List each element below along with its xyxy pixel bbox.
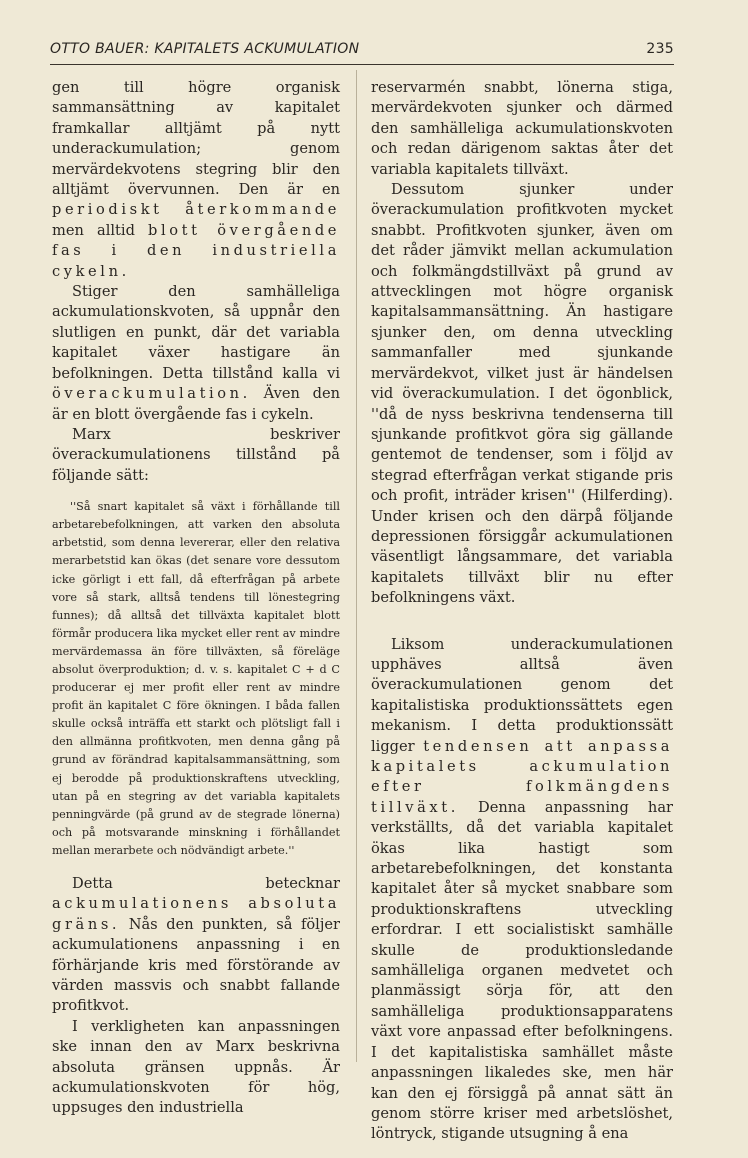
text-run: Liksom underackumulationen upphäves alltså även överackumulationen genom det kapitalistiska produktionssättets egen mekanism. I detta produktionssätt ligger: [371, 635, 673, 755]
text-run: Denna anpassning har verkställts, då det variabla kapitalet ökas lika hastigt som arbetarebefolkningen, det konstanta kapitalet åter så mycket snabbare som produktionskraftens utveckling erfordrar. I ett socialistiskt samhälle skulle de produktionsledande samhälleliga organen medvetet och planmässigt sörja för, att den samhälleliga produktionsapparatens växt vore anpassad efter befolkningens. I det kapitalistiska samhället måste anpassningen likaledes ske, men här kan den ej försiggå på annat sätt än genom större kriser med arbetslöshet, löntryck, stigande utsugning å ena: [371, 798, 673, 1143]
spaced-emphasis: ackumulationens absoluta gräns.: [52, 895, 340, 933]
text-run: Även den är en blott övergående fas i cykeln.: [52, 385, 340, 423]
right-column: [371, 78, 673, 1145]
paragraph: [52, 282, 340, 425]
paragraph-gap: [371, 609, 673, 635]
left-column: [52, 78, 340, 1119]
running-title: OTTO BAUER: KAPITALETS ACKUMULATION: [50, 41, 360, 57]
paragraph: Dessutom sjunker under överackumulation profitkvoten mycket snabbt. Profitkvoten sjunker, även om det råder jämvikt mellan ackumulation och folkmängdstillväxt på grund av attvecklingen mot högre organisk kapitalsammansättning. Än hastigare sjunker den, om denna utveckling sammanfaller med sjunkande mervärdekvot, vilket just är händelsen vid överackumulation. I det ögonblick, ''då de nyss beskrivna tendenserna till sjunkande profitkvot göra sig gällande gentemot de tendenser, som i följd av stegrad efterfrågan verkat stigande pris och profit, inträder krisen'' (Hilferding). Under krisen och den därpå följande depressionen försiggår ackumulationen väsentligt långsammare, det variabla kapitalets tillväxt blir nu efter befolkningens växt.: [371, 181, 673, 607]
column-divider: [356, 70, 357, 1062]
spaced-emphasis: överackumulation.: [52, 385, 251, 403]
quote-text: ''Så snart kapitalet så växt i förhållande till arbetarebefolkningen, att varken den absoluta arbetstid, som denna levererar, eller den relativa merarbetstid kan ökas (det senare vore dessutom icke görligt i ett fall, då efterfrågan på arbete vore så stark, alltså tendens till lönestegring funnes); då alltså det tillväxta kapitalet blott förmår producera lika mycket eller rent av mindre mervärdemassa än före tillväxten, så föreläge absolut överproduktion; d. v. s. kapitalet C + d C producerar ej mer profit eller rent av mindre profit än kapitalet C före ökningen. I båda fallen skulle också inträffa ett starkt och plötsligt fall i den allmänna profitkvoten, men denna gång på grund av förändrad kapitalsammansättning, som ej berodde på produktionskraftens utveckling, utan på en stegring av det variabla kapitalets penningvärde (på grund av de stegrade lönerna) och på motsvarande minskning i förhållandet mellan merarbete och nödvändigt arbete.'': [52, 500, 340, 857]
paragraph: I verkligheten kan anpassningen ske innan den av Marx beskrivna absoluta gränsen uppnås. Är ackumulationskvoten för hög, uppsuges den industriella: [52, 1017, 340, 1117]
paragraph: [52, 78, 340, 282]
spaced-emphasis: periodiskt återkommande: [52, 201, 340, 219]
paragraph: [52, 874, 340, 1017]
text-run: men alltid: [52, 221, 149, 239]
page-number: 235: [646, 41, 674, 57]
spaced-emphasis: tendensen att anpassa kapitalets ackumulation efter folkmängdens tillväxt.: [371, 737, 673, 816]
paragraph: reservarmén snabbt, lönerna stiga, mervärdekvoten sjunker och därmed den samhälleliga ackumulationskvoten och redan därigenom saktas åter det variabla kapitalets tillväxt.: [371, 79, 673, 178]
paragraph: [371, 635, 673, 1145]
block-quote: [52, 498, 340, 860]
text-run: Nås den punkten, så följer ackumulationens anpassning i en förhärjande kris med förstörande av värden massvis och snabbt fallande profitkvot.: [52, 915, 340, 1015]
spaced-emphasis: blott övergående fas i den industriella cykeln.: [52, 221, 341, 280]
running-header: [50, 38, 674, 65]
text-run: gen till högre organisk sammansättning av kapitalet framkallar alltjämt på nytt underackumulation; genom mervärdekvotens stegring blir den alltjämt övervunnen. Den är en: [52, 79, 340, 199]
text-run: Detta betecknar: [72, 875, 340, 892]
paragraph: Marx beskriver överackumulationens tillstånd på följande sätt:: [52, 425, 340, 484]
text-run: Stiger den samhälleliga ackumulationskvoten, så uppnår den slutligen en punkt, där det variabla kapitalet växer hastigare än befolkningen. Detta tillstånd kalla vi: [52, 283, 340, 382]
